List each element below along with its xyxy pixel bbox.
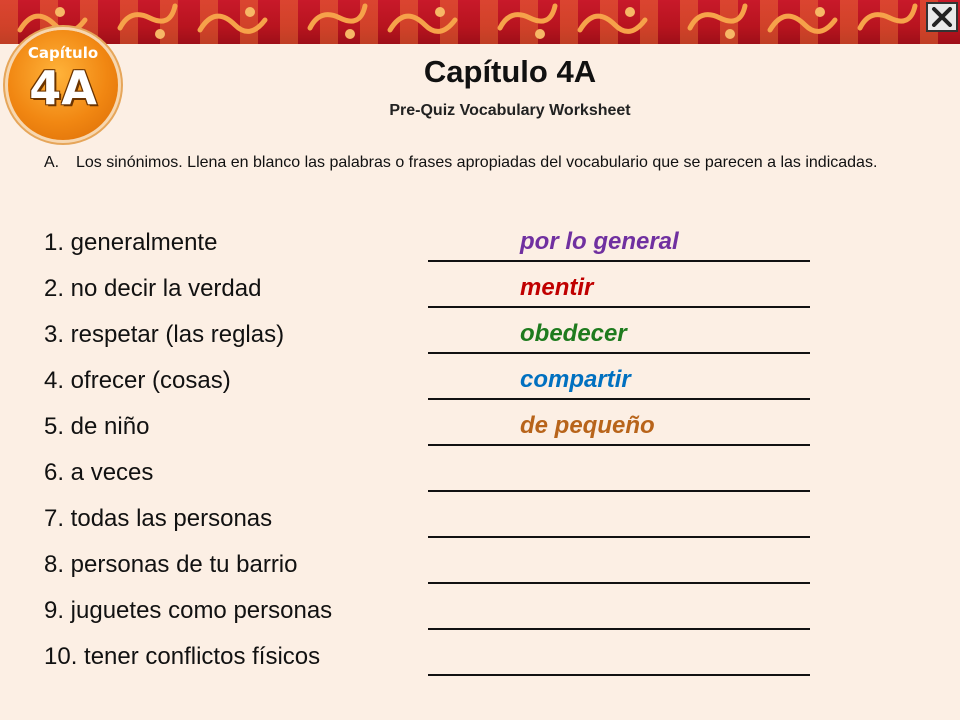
answer-blank[interactable] — [428, 601, 810, 630]
item-answer: mentir — [520, 274, 594, 301]
list-item — [44, 501, 824, 545]
chapter-badge-logo — [8, 30, 118, 140]
item-prompt: 6. a veces — [44, 459, 154, 486]
answer-blank[interactable] — [428, 509, 810, 538]
item-answer: compartir — [520, 366, 631, 393]
decorative-banner — [0, 0, 960, 44]
answer-blank[interactable] — [428, 555, 810, 584]
list-item — [44, 409, 824, 453]
item-answer: de pequeño — [520, 412, 655, 439]
answer-blank[interactable] — [428, 647, 810, 676]
banner-pattern-icon — [0, 0, 960, 44]
list-item — [44, 639, 824, 683]
badge-number: 4A — [29, 61, 97, 115]
badge-label: Capítulo — [27, 44, 99, 62]
item-prompt: 2. no decir la verdad — [44, 275, 262, 302]
item-answer: obedecer — [520, 320, 627, 347]
list-item — [44, 455, 824, 499]
item-prompt: 4. ofrecer (cosas) — [44, 367, 231, 394]
list-item — [44, 225, 824, 269]
item-prompt: 9. juguetes como personas — [44, 597, 333, 624]
list-item — [44, 547, 824, 591]
item-answer: por lo general — [520, 228, 679, 255]
close-button[interactable] — [926, 2, 958, 32]
instructions — [44, 150, 924, 176]
item-prompt: 5. de niño — [44, 413, 150, 440]
list-item — [44, 593, 824, 637]
item-prompt: 10. tener conflictos físicos — [44, 643, 321, 670]
page-subtitle: Pre-Quiz Vocabulary Worksheet — [389, 102, 631, 119]
answer-blank[interactable] — [428, 463, 810, 492]
answer-blank[interactable] — [428, 279, 810, 308]
close-icon — [931, 7, 953, 27]
list-item — [44, 271, 824, 315]
item-prompt: 1. generalmente — [44, 229, 218, 256]
instructions-text: Los sinónimos. Llena en blanco las palabras o frases apropiadas del vocabulario que se parecen a las indicadas. — [76, 154, 878, 171]
page-title: Capítulo 4A — [423, 54, 597, 89]
instructions-letter: A. — [44, 154, 60, 171]
item-prompt: 8. personas de tu barrio — [44, 551, 298, 578]
list-item — [44, 363, 824, 407]
list-item — [44, 317, 824, 361]
item-prompt: 3. respetar (las reglas) — [44, 321, 285, 348]
item-prompt: 7. todas las personas — [44, 505, 273, 532]
